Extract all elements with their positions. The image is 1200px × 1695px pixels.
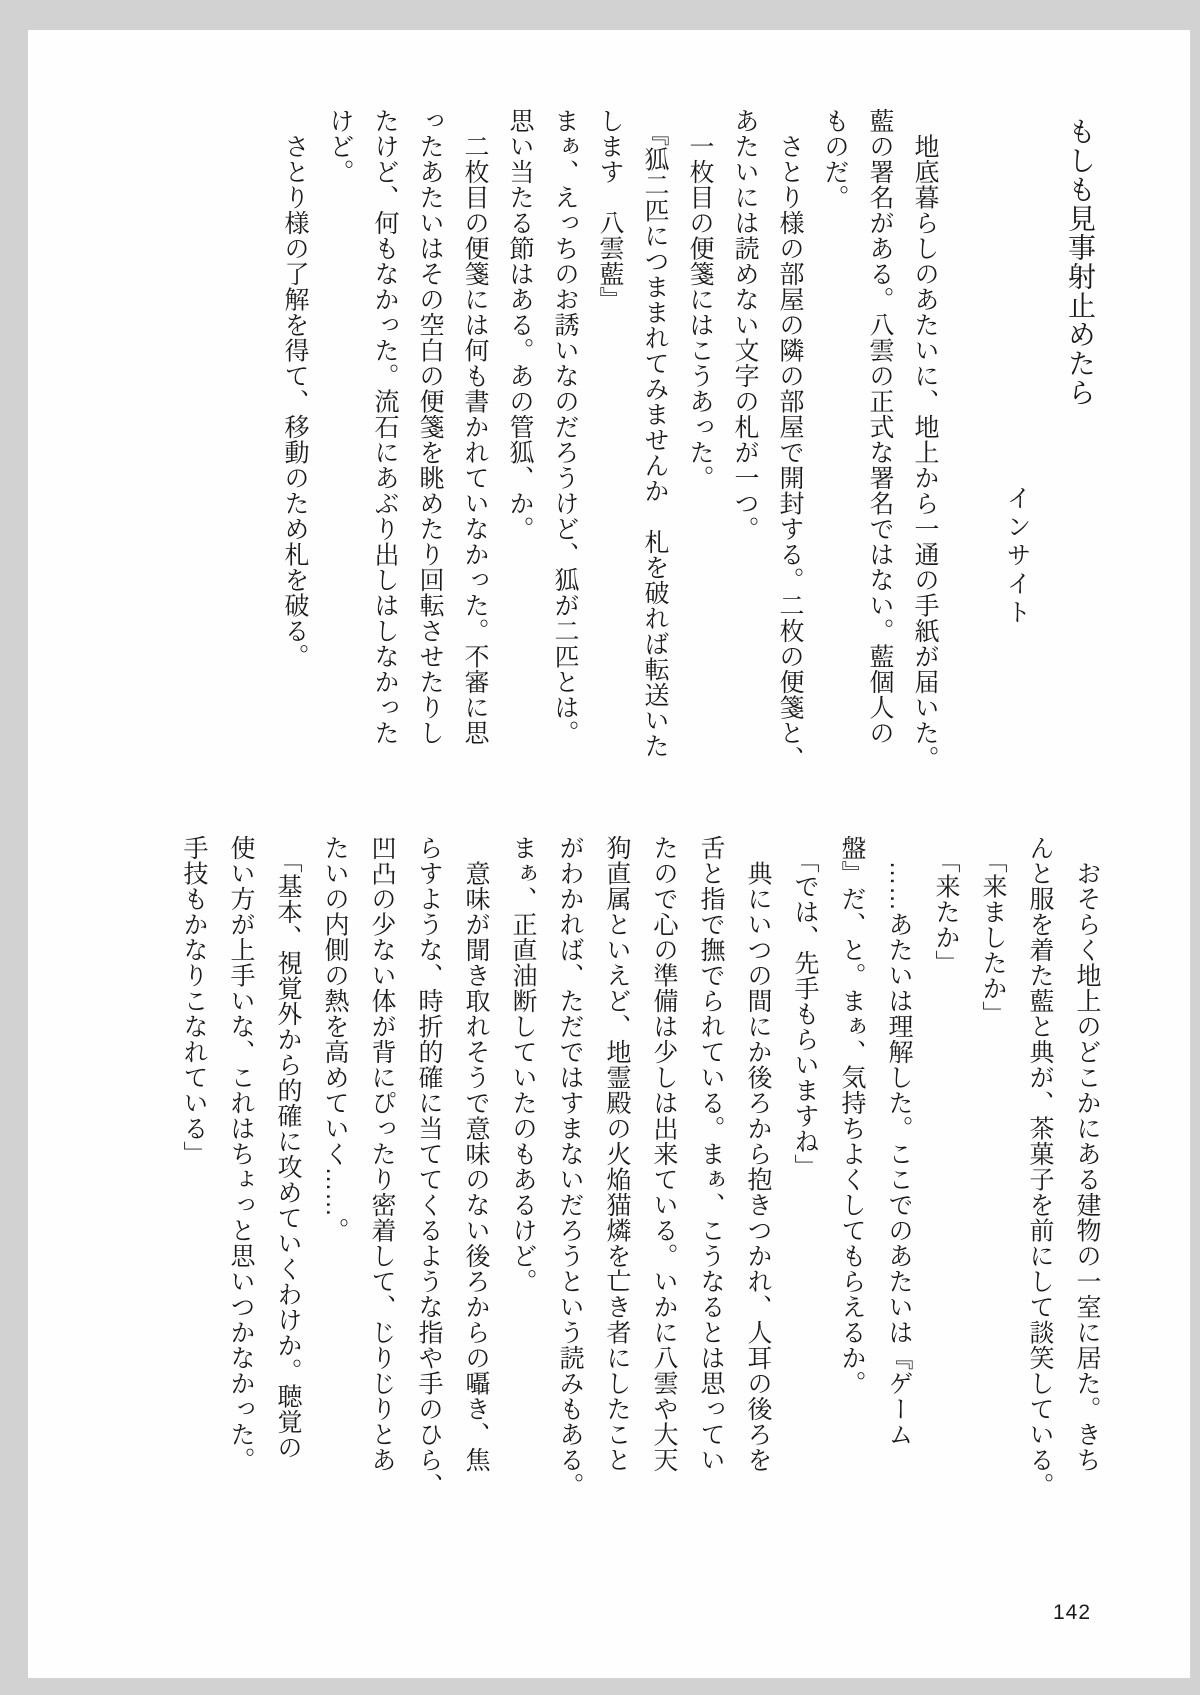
text-line: おそらく地上のどこかにある建物の一室に居た。きち <box>1073 835 1101 1473</box>
text-line: たけど、何もなかった。流石にあぶり出しはしなかった <box>371 108 399 746</box>
text-line: 狗直属といえど、地霊殿の火焔猫燐を亡き者にしたこと <box>603 835 631 1473</box>
text-line: 一枚目の便箋にはこうあった。 <box>686 108 714 491</box>
chapter-subtitle: インサイト <box>1003 485 1031 628</box>
text-line: たいの内側の熱を高めていく……。 <box>321 835 349 1243</box>
text-line: んと服を着た藍と典が、茶菓子を前にして談笑している。 <box>1026 835 1054 1498</box>
text-line: 典にいつの間にか後ろから抱きつかれ、人耳の後ろを <box>744 835 772 1473</box>
text-line: 地底暮らしのあたいに、地上から一通の手紙が届いた。 <box>911 108 939 771</box>
text-line: まぁ、えっちのお誘いなのだろうけど、狐が二匹とは。 <box>551 108 579 746</box>
text-line: 意味が聞き取れそうで意味のない後ろからの囁き、焦 <box>462 835 490 1473</box>
body-text-block-top <box>272 108 947 776</box>
chapter-title: もしも見事射止めたら <box>1065 117 1096 407</box>
text-line: 手技もかなりこなれている」 <box>180 835 208 1167</box>
text-line: 「基本、視覚外から的確に攻めていくわけか。聴覚の <box>274 835 302 1460</box>
text-line: します 八雲藍』 <box>596 108 624 312</box>
text-line: らすような、時折的確に当ててくるような指や手のひら、 <box>415 835 443 1498</box>
page-number: 142 <box>1053 1601 1092 1624</box>
text-line: あたいには読めない文字の札が一つ。 <box>731 108 759 542</box>
text-line: 「来ましたか」 <box>979 835 1007 1027</box>
text-line: 思い当たる節はある。あの管狐、か。 <box>506 108 534 542</box>
text-line: 使い方が上手いな、これはちょっと思いつかなかった。 <box>227 835 255 1473</box>
text-line: たので心の準備は少しは出来ている。いかに八雲や大天 <box>650 835 678 1473</box>
text-line: 二枚目の便箋には何も書かれていなかった。不審に思 <box>461 108 489 746</box>
body-text-block-bottom <box>170 835 1110 1505</box>
text-line: ものだ。 <box>821 108 849 210</box>
text-line: 藍の署名がある。八雲の正式な署名ではない。藍個人の <box>866 108 894 746</box>
text-line: けど。 <box>326 108 354 185</box>
text-line: 盤』だ、と。まぁ、気持ちよくしてもらえるか。 <box>838 835 866 1396</box>
text-line: ……あたいは理解した。ここでのあたいは『ゲーム <box>885 835 913 1447</box>
text-line: がわかれば、ただではすまないだろうという読みもある。 <box>556 835 584 1498</box>
text-line: さとり様の部屋の隣の部屋で開封する。二枚の便箋と、 <box>776 108 804 771</box>
text-line: さとり様の了解を得て、移動のため札を破る。 <box>281 108 309 669</box>
text-line: まぁ、正直油断していたのもあるけど。 <box>509 835 537 1294</box>
book-page <box>28 30 1190 1678</box>
text-line: 『狐二匹につままれてみませんか 札を破れば転送いた <box>641 108 669 759</box>
text-line: 凹凸の少ない体が背にぴったり密着して、じりじりとあ <box>368 835 396 1473</box>
text-line: 「来たか」 <box>932 835 960 976</box>
text-line: 「では、先手もらいますね」 <box>791 835 819 1180</box>
text-line: ったあたいはその空白の便箋を眺めたり回転させたりし <box>416 108 444 746</box>
text-line: 舌と指で撫でられている。まぁ、こうなるとは思ってい <box>697 835 725 1473</box>
